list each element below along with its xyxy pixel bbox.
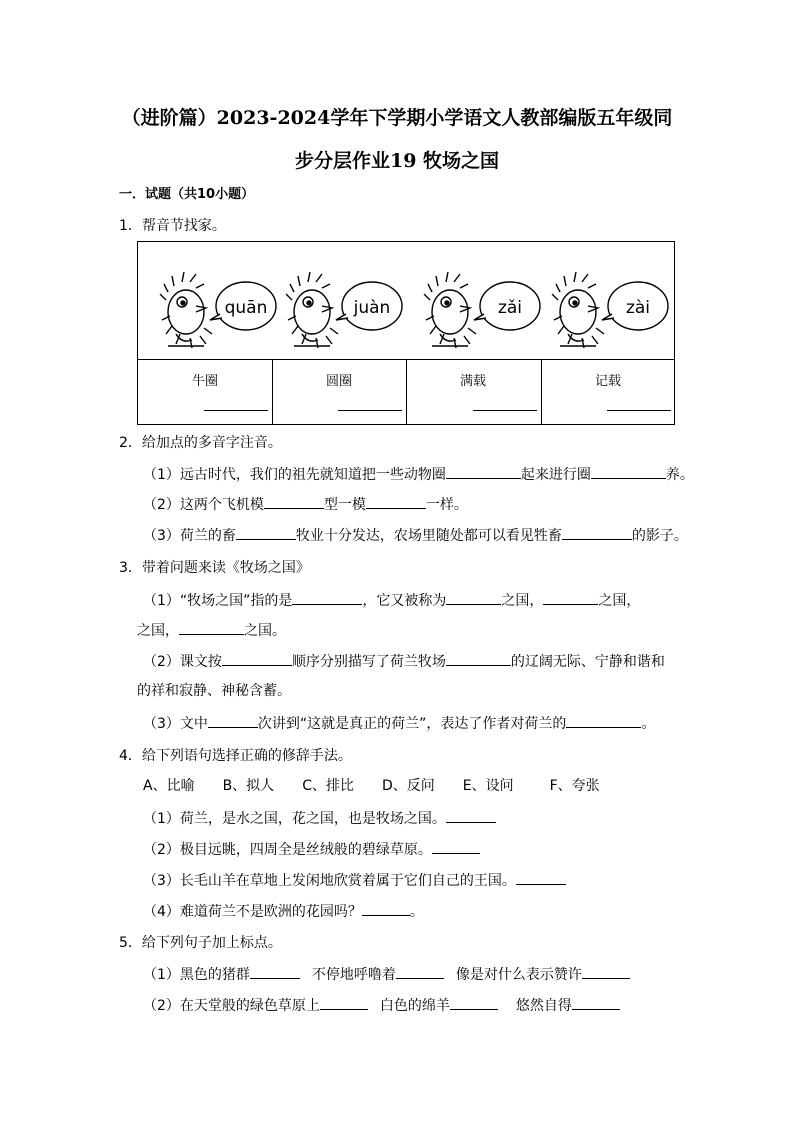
- answer-blank[interactable]: [366, 494, 426, 509]
- hedgehog-icon: [158, 260, 278, 356]
- answer-blank[interactable]: [204, 410, 268, 411]
- answer-blank[interactable]: [450, 995, 498, 1010]
- syllable-2: juàn: [353, 298, 391, 318]
- q3-sentence-3: （3）文中 次讲到“这就是真正的荷兰”，表达了作者对荷兰的 。: [143, 713, 655, 734]
- word-cell-4: 记载: [594, 374, 621, 389]
- option-c: C、排比: [302, 778, 354, 794]
- q3-sentence-2a: （2）课文按 顺序分别描写了荷兰牧场 的辽阔无际、宁静和谐和: [143, 651, 665, 672]
- q4-sentence-3: （3）长毛山羊在草地上发闲地欣赏着属于它们自己的王国。: [143, 870, 566, 891]
- hedgehog-icon: [422, 260, 542, 356]
- answer-blank[interactable]: [446, 808, 496, 823]
- q4-options: [143, 776, 600, 796]
- answer-blank[interactable]: [396, 964, 444, 979]
- syllable-4: zài: [625, 298, 651, 318]
- q4-sentence-2: （2）极目远眺，四周全是丝绒般的碧绿草原。: [143, 839, 480, 860]
- answer-blank[interactable]: [208, 713, 258, 728]
- option-f: F、夸张: [549, 778, 600, 794]
- page-title-line1: （进阶篇）2023-2024学年下学期小学语文人教部编版五年级同: [121, 107, 673, 129]
- q4-sentence-4: （4）难道荷兰不是欧洲的花园吗？ 。: [143, 901, 424, 922]
- answer-blank[interactable]: [446, 464, 521, 479]
- q2-sentence-3: （3）荷兰的畜 牧业十分发达，农场里随处都可以看见牲畜 的影子。: [143, 525, 688, 546]
- answer-blank[interactable]: [446, 651, 511, 666]
- answer-blank[interactable]: [607, 410, 671, 411]
- answer-blank[interactable]: [222, 651, 292, 666]
- option-d: D、反问: [381, 778, 435, 794]
- answer-blank[interactable]: [516, 870, 566, 885]
- q5-stem: 5．给下列句子加上标点。: [119, 935, 282, 951]
- answer-blank[interactable]: [338, 410, 402, 411]
- option-a: A、比喻: [143, 778, 195, 794]
- q3-stem: 3．带着问题来读《牧场之国》: [119, 560, 310, 576]
- answer-blank[interactable]: [362, 901, 410, 916]
- word-cell-2: 圆圈: [325, 374, 352, 389]
- section-heading: 一．试题（共10小题）: [119, 187, 255, 202]
- answer-blank[interactable]: [572, 995, 620, 1010]
- hedgehog-icon: [284, 260, 404, 356]
- answer-blank[interactable]: [591, 464, 666, 479]
- q2-sentence-1: （1）远古时代，我们的祖先就知道把一些动物圈 起来进行圈 养。: [143, 464, 694, 485]
- word-cell-3: 满载: [459, 374, 486, 389]
- answer-blank[interactable]: [562, 525, 632, 540]
- answer-blank[interactable]: [236, 525, 296, 540]
- q4-sentence-1: （1）荷兰，是水之国，花之国，也是牧场之国。: [143, 808, 496, 829]
- answer-blank[interactable]: [179, 620, 244, 635]
- syllable-3: zǎi: [497, 298, 523, 318]
- word-cell-1: 牛圈: [191, 374, 218, 389]
- q2-sentence-2: （2）这两个飞机模 型一模 一样。: [143, 494, 468, 515]
- answer-blank[interactable]: [543, 590, 598, 605]
- option-b: B、拟人: [222, 778, 275, 794]
- q4-stem: 4．给下列语句选择正确的修辞手法。: [119, 748, 352, 764]
- answer-blank[interactable]: [292, 590, 362, 605]
- answer-blank[interactable]: [320, 995, 368, 1010]
- answer-blank[interactable]: [473, 410, 537, 411]
- syllable-1: quān: [224, 298, 268, 318]
- answer-blank[interactable]: [250, 964, 300, 979]
- option-e: E、设问: [462, 778, 514, 794]
- answer-blank[interactable]: [582, 964, 630, 979]
- q3-sentence-1a: （1）“牧场之国”指的是 ，它又被称为 之国， 之国，: [143, 590, 640, 611]
- q2-stem: 2．给加点的多音字注音。: [119, 435, 282, 451]
- q3-sentence-2b: 的祥和寂静、神秘含蓄。: [137, 683, 291, 699]
- answer-blank[interactable]: [432, 839, 480, 854]
- hedgehog-icon: [550, 260, 670, 356]
- answer-blank[interactable]: [566, 713, 641, 728]
- answer-blank[interactable]: [264, 494, 324, 509]
- answer-blank[interactable]: [446, 590, 501, 605]
- q1-stem: 1．帮音节找家。: [119, 218, 226, 234]
- syllable-table: [137, 241, 675, 425]
- q3-sentence-1b: 之国， 之国。: [137, 620, 286, 641]
- q5-sentence-2: （2）在天堂般的绿色草原上 白色的绵羊 悠然自得: [143, 995, 620, 1016]
- q5-sentence-1: （1）黑色的猪群 不停地呼噜着 像是对什么表示赞许: [143, 964, 630, 985]
- page-title-line2: 步分层作业19 牧场之国: [294, 150, 500, 172]
